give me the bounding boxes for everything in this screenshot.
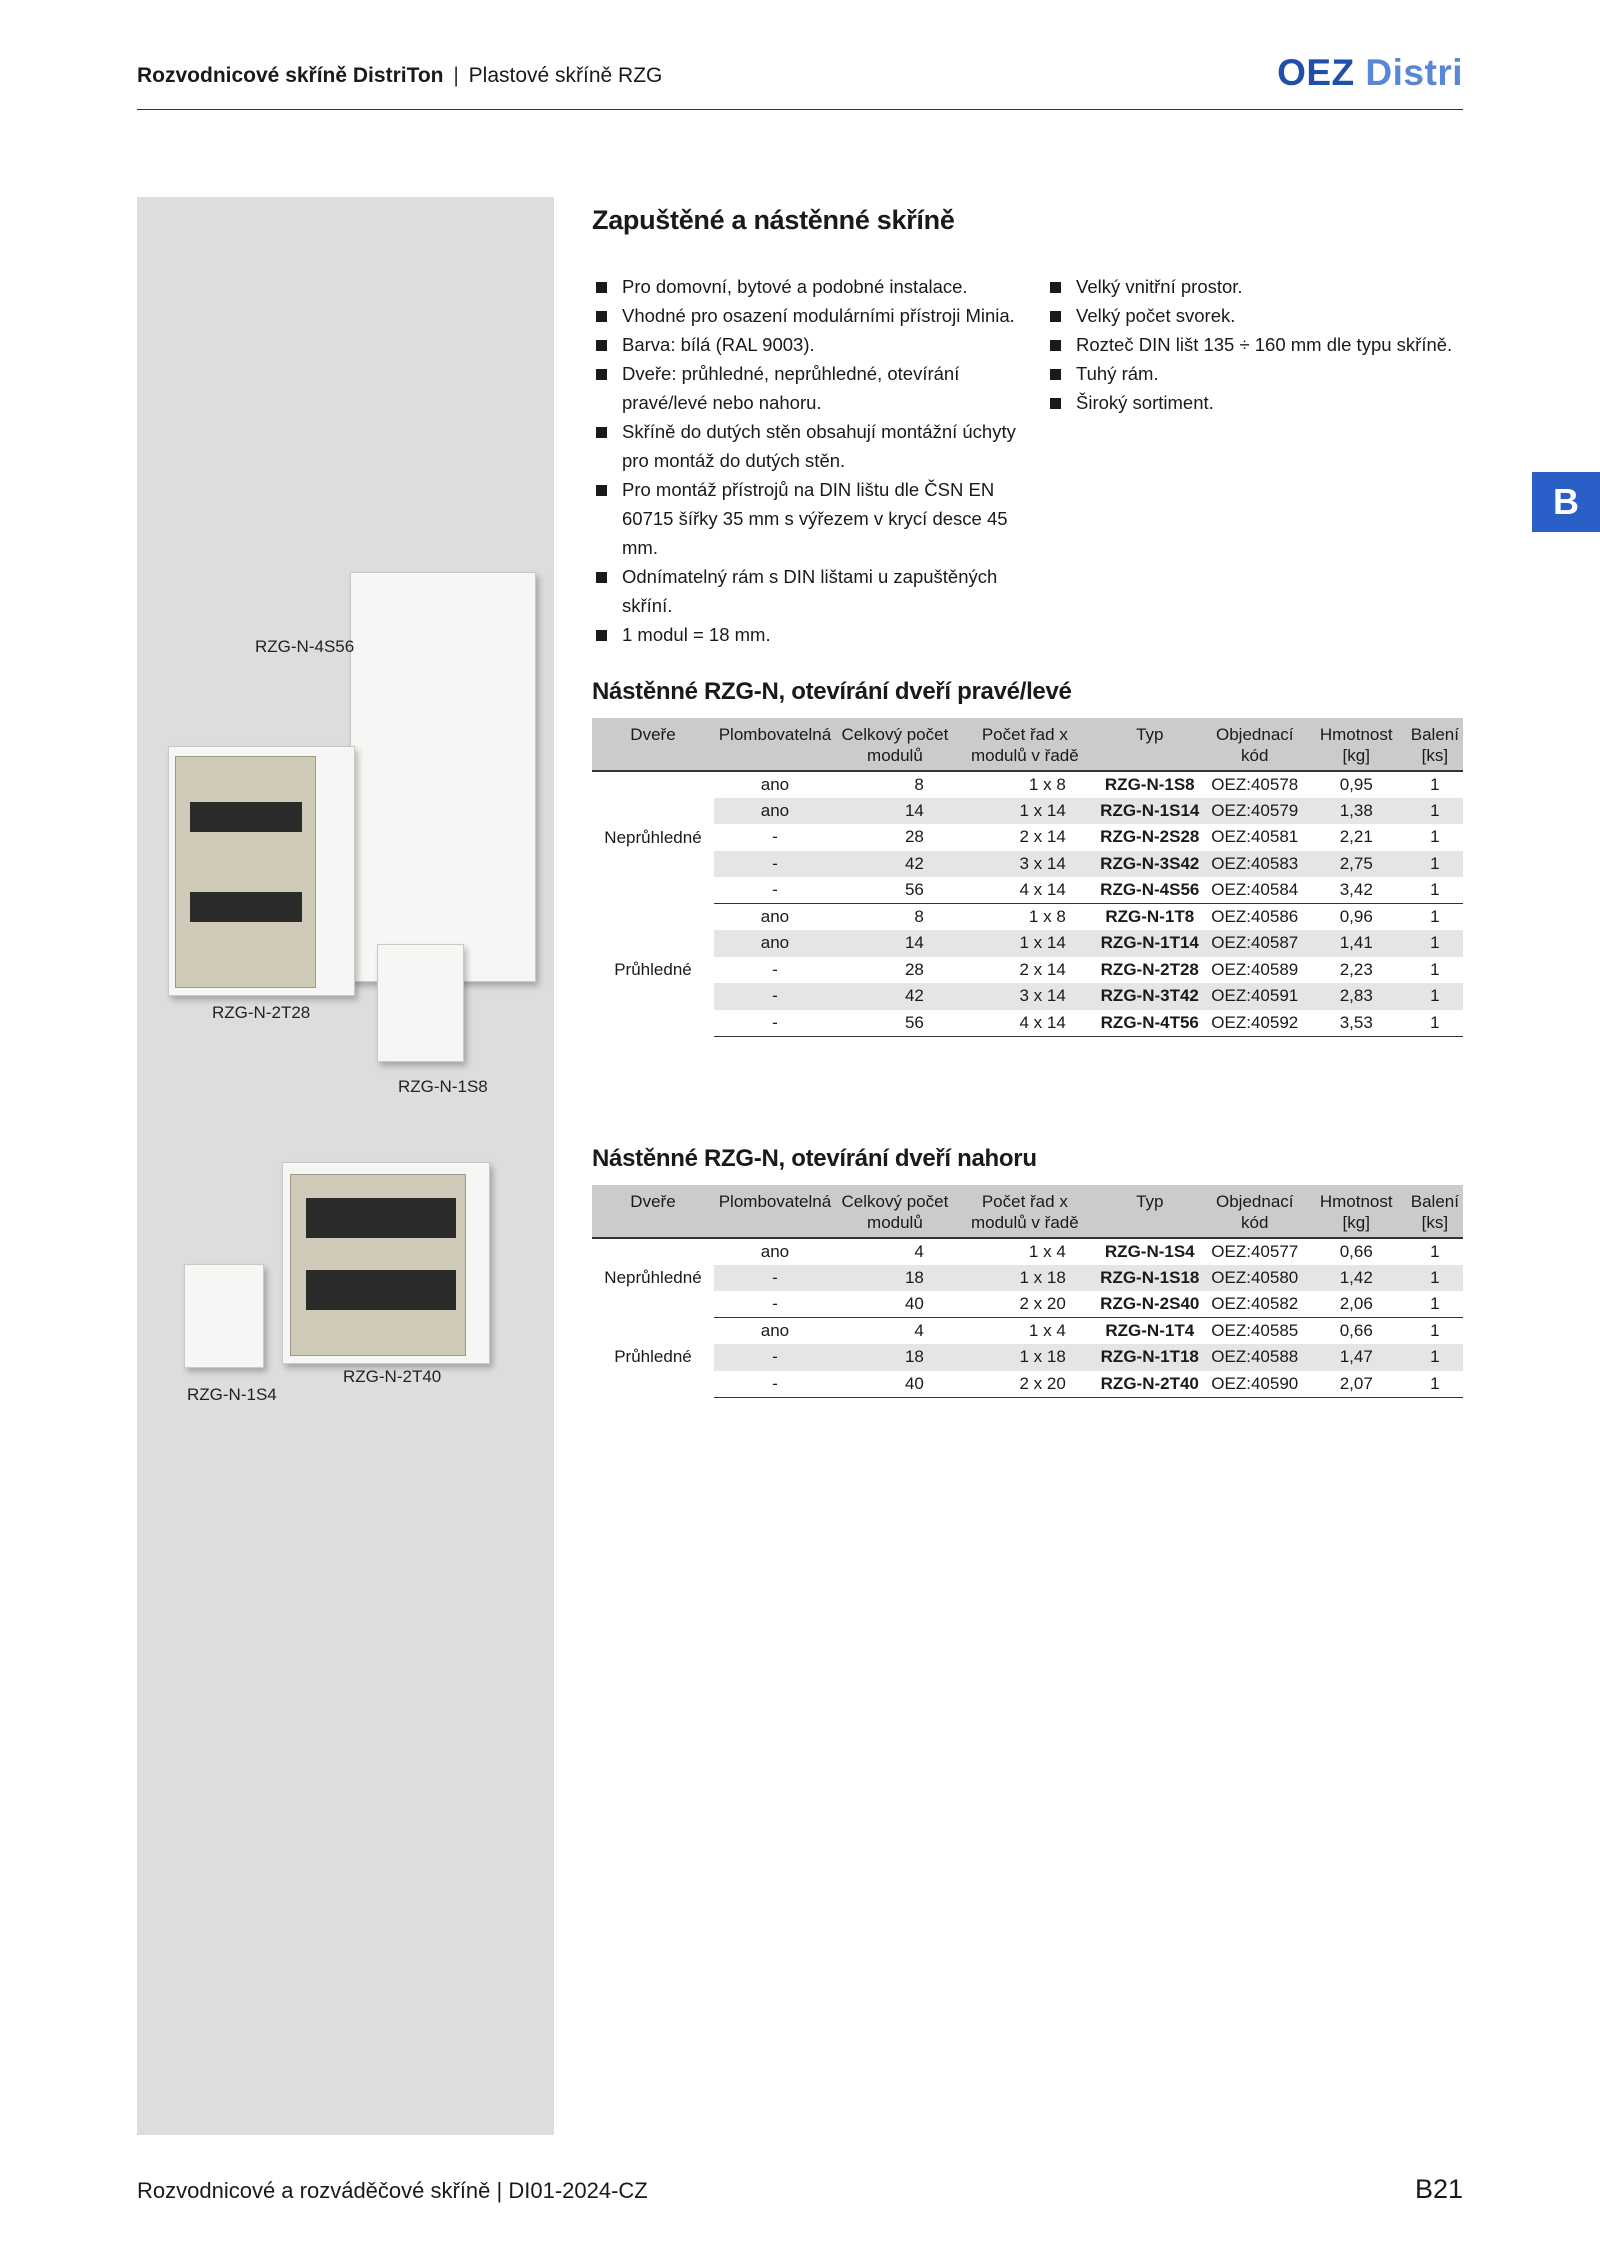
cell-rows: 3 x 14 xyxy=(954,851,1096,878)
col-weight: Hmotnost [kg] xyxy=(1306,718,1407,771)
image-label-1s4: RZG-N-1S4 xyxy=(187,1385,277,1404)
cell-weight: 2,83 xyxy=(1306,983,1407,1010)
col-type: Typ xyxy=(1096,1185,1204,1238)
logo-oez: OEZ xyxy=(1277,52,1355,93)
table-row xyxy=(592,771,1463,798)
cell-door-type: Neprůhledné xyxy=(592,1238,714,1318)
cell-rows: 1 x 14 xyxy=(954,798,1096,825)
cell-type: RZG-N-1S14 xyxy=(1096,798,1204,825)
logo-distri: Distri xyxy=(1365,52,1463,93)
cell-pack: 1 xyxy=(1430,1241,1440,1261)
cell-sealable: - xyxy=(714,1291,836,1318)
table-row xyxy=(592,904,1463,931)
cell-weight: 0,96 xyxy=(1339,907,1373,926)
cell-modules: 56 xyxy=(836,1010,954,1037)
cell-code: OEZ:40592 xyxy=(1204,1010,1306,1037)
table-row xyxy=(592,798,1463,825)
feature-list-right xyxy=(1046,272,1466,417)
section-tab: B xyxy=(1532,472,1600,532)
cell-pack: 1 xyxy=(1407,1344,1463,1371)
feature-item: Dveře: průhledné, neprůhledné, otevírání pravé/levé nebo nahoru. xyxy=(592,359,1032,417)
col-modules: Celkový počet modulů xyxy=(836,1185,954,1238)
cell-type: RZG-N-1T4 xyxy=(1105,1321,1195,1340)
cell-weight: 3,53 xyxy=(1306,1010,1407,1037)
cell-modules: 56 xyxy=(836,877,954,904)
cell-rows: 2 x 20 xyxy=(954,1291,1096,1318)
cell-modules: 28 xyxy=(904,827,924,847)
feature-item: Barva: bílá (RAL 9003). xyxy=(592,330,1032,359)
cell-modules: 8 xyxy=(914,907,924,926)
cell-sealable: ano xyxy=(760,907,790,926)
cell-type: RZG-N-3S42 xyxy=(1096,851,1204,878)
cell-modules: 28 xyxy=(904,959,924,979)
feature-item: Široký sortiment. xyxy=(1046,388,1466,417)
cell-pack: 1 xyxy=(1430,1321,1440,1340)
col-type: Typ xyxy=(1096,718,1204,771)
cell-type: RZG-N-1S8 xyxy=(1104,774,1195,794)
cell-pack: 1 xyxy=(1407,1265,1463,1292)
cell-weight: 2,06 xyxy=(1306,1291,1407,1318)
cell-pack: 1 xyxy=(1407,798,1463,825)
cell-rows: 3 x 14 xyxy=(954,983,1096,1010)
cell-weight: 2,23 xyxy=(1339,959,1373,979)
cell-modules: 42 xyxy=(836,983,954,1010)
col-door: Dveře xyxy=(592,718,714,771)
cell-code: OEZ:40577 xyxy=(1211,1241,1299,1261)
cell-weight: 1,42 xyxy=(1306,1265,1407,1292)
table-row xyxy=(592,1344,1463,1371)
feature-item: Tuhý rám. xyxy=(1046,359,1466,388)
image-label-1s8: RZG-N-1S8 xyxy=(398,1077,488,1096)
table-row xyxy=(592,1371,1463,1398)
cell-modules: 40 xyxy=(836,1371,954,1398)
cell-weight: 0,66 xyxy=(1339,1241,1373,1261)
cell-type: RZG-N-2S28 xyxy=(1100,827,1200,847)
cell-code: OEZ:40583 xyxy=(1204,851,1306,878)
cell-type: RZG-N-4S56 xyxy=(1096,877,1204,904)
cell-code: OEZ:40590 xyxy=(1204,1371,1306,1398)
footer-text: Rozvodnicové a rozváděčové skříně | DI01-2024-CZ xyxy=(137,2178,648,2203)
table-row xyxy=(592,1265,1463,1292)
cell-code: OEZ:40591 xyxy=(1204,983,1306,1010)
cell-rows: 1 x 8 xyxy=(1028,774,1066,794)
cell-rows: 1 x 4 xyxy=(1028,1321,1066,1340)
table-row xyxy=(592,1291,1463,1318)
cell-pack: 1 xyxy=(1407,851,1463,878)
col-sealable: Plombovatelná xyxy=(714,718,836,771)
col-rows: Počet řad x modulů v řadě xyxy=(954,1185,1096,1238)
cell-sealable: ano xyxy=(760,774,790,794)
cell-modules: 42 xyxy=(836,851,954,878)
cell-door-type: Průhledné xyxy=(592,904,714,1037)
cell-type: RZG-N-2S40 xyxy=(1096,1291,1204,1318)
feature-item: Pro domovní, bytové a podobné instalace. xyxy=(592,272,1032,301)
table-row xyxy=(592,824,1463,851)
col-rows: Počet řad x modulů v řadě xyxy=(954,718,1096,771)
cell-sealable: - xyxy=(772,959,778,979)
image-label-2t28: RZG-N-2T28 xyxy=(212,1003,311,1022)
cell-modules: 4 xyxy=(914,1241,924,1261)
cell-weight: 3,42 xyxy=(1306,877,1407,904)
cell-weight: 1,41 xyxy=(1306,930,1407,957)
table-header-row xyxy=(592,1185,1463,1238)
cell-rows: 4 x 14 xyxy=(954,1010,1096,1037)
cell-weight: 1,47 xyxy=(1306,1344,1407,1371)
header-title-main: Rozvodnicové skříně DistriTon xyxy=(137,64,444,87)
cell-door-type: Průhledné xyxy=(592,1318,714,1398)
cell-rows: 2 x 14 xyxy=(1019,827,1066,847)
cell-weight: 2,07 xyxy=(1306,1371,1407,1398)
feature-item: Odnímatelný rám s DIN lištami u zapuštěných skříní. xyxy=(592,562,1032,620)
col-pack: Balení [ks] xyxy=(1407,1185,1463,1238)
cell-modules: 18 xyxy=(836,1265,954,1292)
oez-distri-logo xyxy=(1277,52,1463,94)
cell-pack: 1 xyxy=(1407,1371,1463,1398)
col-sealable: Plombovatelná xyxy=(714,1185,836,1238)
cell-type: RZG-N-2T40 xyxy=(1096,1371,1204,1398)
cell-modules: 18 xyxy=(836,1344,954,1371)
cell-pack: 1 xyxy=(1430,959,1440,979)
cell-modules: 4 xyxy=(914,1321,924,1340)
cell-modules: 14 xyxy=(836,930,954,957)
cell-pack: 1 xyxy=(1407,877,1463,904)
cell-sealable: - xyxy=(714,1344,836,1371)
col-modules: Celkový počet modulů xyxy=(836,718,954,771)
cell-pack: 1 xyxy=(1430,907,1440,926)
cell-code: OEZ:40582 xyxy=(1204,1291,1306,1318)
cell-weight: 2,75 xyxy=(1306,851,1407,878)
feature-item: Velký vnitřní prostor. xyxy=(1046,272,1466,301)
cell-type: RZG-N-1S18 xyxy=(1096,1265,1204,1292)
feature-item: Velký počet svorek. xyxy=(1046,301,1466,330)
table-row xyxy=(592,983,1463,1010)
cell-sealable: ano xyxy=(760,1241,790,1261)
table-header-row xyxy=(592,718,1463,771)
cell-code: OEZ:40585 xyxy=(1211,1321,1299,1340)
cell-weight: 1,38 xyxy=(1306,798,1407,825)
header-title-sub: Plastové skříně RZG xyxy=(468,64,663,87)
cell-rows: 1 x 18 xyxy=(954,1265,1096,1292)
feature-list-left xyxy=(592,272,1032,649)
table-row xyxy=(592,930,1463,957)
feature-item: Rozteč DIN lišt 135 ÷ 160 mm dle typu skříně. xyxy=(1046,330,1466,359)
image-label-2t40: RZG-N-2T40 xyxy=(343,1367,442,1386)
cell-code: OEZ:40589 xyxy=(1211,959,1299,979)
cell-type: RZG-N-2T28 xyxy=(1100,959,1199,979)
col-pack: Balení [ks] xyxy=(1407,718,1463,771)
cell-sealable: ano xyxy=(714,930,836,957)
cell-type: RZG-N-1S4 xyxy=(1104,1241,1195,1261)
cell-modules: 14 xyxy=(836,798,954,825)
col-code: Objednací kód xyxy=(1204,1185,1306,1238)
table2-title: Nástěnné RZG-N, otevírání dveří nahoru xyxy=(592,1145,1037,1172)
page-number: B21 xyxy=(1414,2174,1463,2204)
cell-code: OEZ:40588 xyxy=(1204,1344,1306,1371)
feature-item: Pro montáž přístrojů na DIN lištu dle ČSN EN 60715 šířky 35 mm s výřezem v krycí desce 45 mm. xyxy=(592,475,1032,562)
cell-rows: 2 x 14 xyxy=(1019,959,1066,979)
cell-rows: 4 x 14 xyxy=(954,877,1096,904)
cell-sealable: ano xyxy=(760,1321,790,1340)
cell-code: OEZ:40587 xyxy=(1204,930,1306,957)
feature-item: 1 modul = 18 mm. xyxy=(592,620,1032,649)
table-row xyxy=(592,877,1463,904)
table-row xyxy=(592,1318,1463,1345)
cell-pack: 1 xyxy=(1407,930,1463,957)
cell-sealable: - xyxy=(714,851,836,878)
cell-sealable: - xyxy=(714,1010,836,1037)
cell-weight: 2,21 xyxy=(1339,827,1373,847)
spec-table-top-opening xyxy=(592,1185,1463,1398)
cell-sealable: - xyxy=(772,827,778,847)
cell-modules: 40 xyxy=(836,1291,954,1318)
cell-weight: 0,66 xyxy=(1339,1321,1373,1340)
page-header xyxy=(137,52,1463,110)
col-door: Dveře xyxy=(592,1185,714,1238)
cell-door-type: Neprůhledné xyxy=(592,771,714,904)
table1-title: Nástěnné RZG-N, otevírání dveří pravé/levé xyxy=(592,678,1072,705)
header-separator: | xyxy=(453,64,459,87)
cell-type: RZG-N-1T8 xyxy=(1105,907,1195,926)
header-title xyxy=(137,64,662,88)
table-row xyxy=(592,1238,1463,1265)
cell-pack: 1 xyxy=(1407,983,1463,1010)
cell-code: OEZ:40581 xyxy=(1211,827,1299,847)
cell-pack: 1 xyxy=(1430,827,1440,847)
cell-sealable: - xyxy=(714,983,836,1010)
cell-sealable: - xyxy=(714,877,836,904)
cell-rows: 1 x 8 xyxy=(1028,907,1066,926)
cell-code: OEZ:40584 xyxy=(1204,877,1306,904)
cell-rows: 1 x 18 xyxy=(954,1344,1096,1371)
cell-type: RZG-N-1T18 xyxy=(1096,1344,1204,1371)
cell-rows: 1 x 4 xyxy=(1028,1241,1066,1261)
table-row xyxy=(592,851,1463,878)
cell-sealable: - xyxy=(714,1371,836,1398)
col-code: Objednací kód xyxy=(1204,718,1306,771)
cell-pack: 1 xyxy=(1407,1291,1463,1318)
intro-title: Zapuštěné a nástěnné skříně xyxy=(592,205,955,235)
cell-modules: 8 xyxy=(914,774,924,794)
cell-sealable: ano xyxy=(714,798,836,825)
feature-item: Vhodné pro osazení modulárními přístroji Minia. xyxy=(592,301,1032,330)
cell-code: OEZ:40580 xyxy=(1204,1265,1306,1292)
cell-pack: 1 xyxy=(1407,1010,1463,1037)
cell-code: OEZ:40579 xyxy=(1204,798,1306,825)
table-row xyxy=(592,1010,1463,1037)
cell-type: RZG-N-3T42 xyxy=(1096,983,1204,1010)
table-row xyxy=(592,957,1463,984)
cell-sealable: - xyxy=(714,1265,836,1292)
cell-code: OEZ:40586 xyxy=(1211,907,1299,926)
cell-rows: 1 x 14 xyxy=(954,930,1096,957)
cell-pack: 1 xyxy=(1430,774,1440,794)
cell-rows: 2 x 20 xyxy=(954,1371,1096,1398)
cell-weight: 0,95 xyxy=(1339,774,1373,794)
cell-code: OEZ:40578 xyxy=(1211,774,1299,794)
cell-type: RZG-N-1T14 xyxy=(1096,930,1204,957)
image-label-4s56: RZG-N-4S56 xyxy=(255,637,355,656)
cell-type: RZG-N-4T56 xyxy=(1096,1010,1204,1037)
col-weight: Hmotnost [kg] xyxy=(1306,1185,1407,1238)
spec-table-side-opening xyxy=(592,718,1463,1037)
feature-item: Skříně do dutých stěn obsahují montážní úchyty pro montáž do dutých stěn. xyxy=(592,417,1032,475)
